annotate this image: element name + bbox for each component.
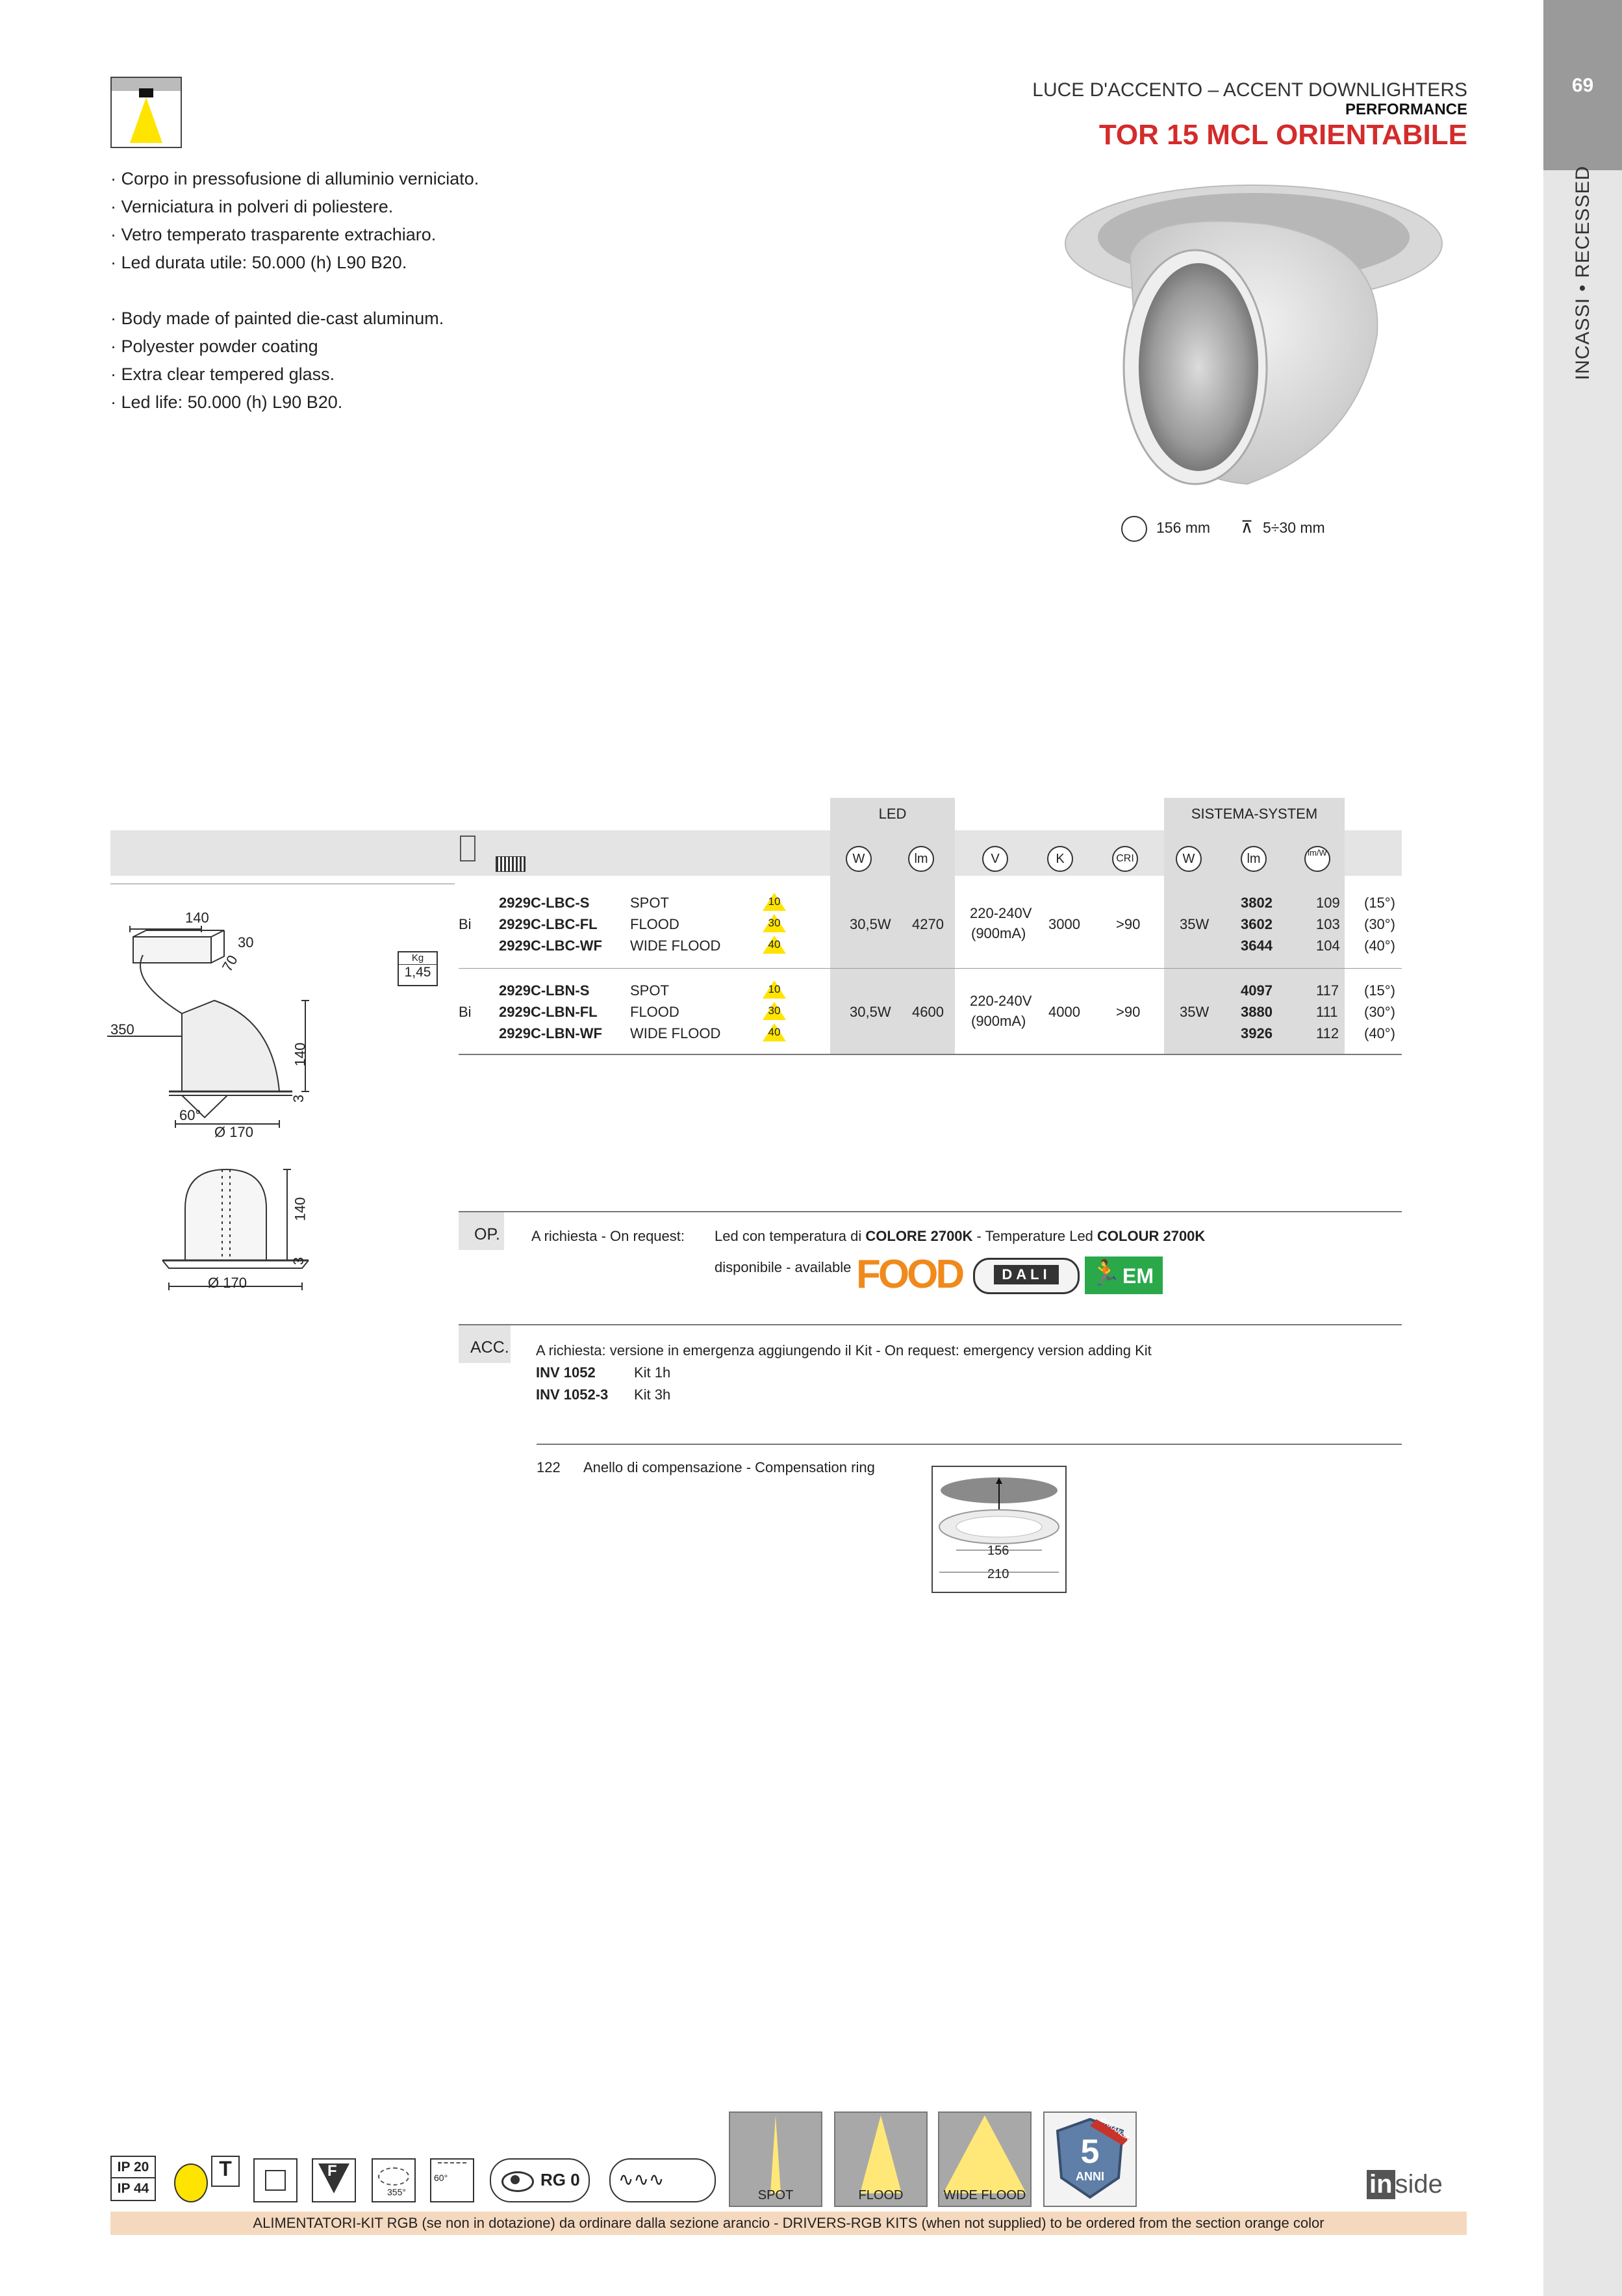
wave-icon: ∿∿∿ [618,2169,665,2189]
beam-type: WIDE FLOOD [630,1025,721,1041]
technical-drawing-side [104,903,351,1130]
accessory-desc: Kit 3h [634,1386,671,1403]
dim-label: Ø 170 [208,1275,247,1291]
emergency-logo: 🏃 EM [1085,1256,1163,1294]
ring-top-line [537,1444,1402,1445]
led-lumen: 4600 [912,1004,944,1020]
dim-label: 70 [218,952,241,975]
inside-logo: in side [1367,2170,1443,2199]
dim-label: 30 [238,934,254,950]
ip-rating: IP 44 [117,2181,149,2196]
options-available: disponibile - available [715,1259,852,1275]
feature-item: · Corpo in pressofusione di alluminio verniciato. [110,165,479,193]
sys-watt-icon: W [1176,846,1202,872]
system-header: SISTEMA-SYSTEM [1191,806,1318,822]
accessories-top-line [459,1324,1402,1325]
feature-item: · Led life: 50.000 (h) L90 B20. [110,389,444,416]
product-code: 2929C-LBC-FL [499,916,598,932]
beam-type: SPOT [630,895,669,911]
system-lumen: 4097 [1241,982,1273,999]
efficacy: 117 [1316,982,1339,999]
product-photo [1052,172,1468,510]
t-rating-icon: T [211,2156,240,2187]
efficacy: 103 [1316,916,1340,932]
system-lumen: 3880 [1241,1004,1273,1020]
ring-desc: Anello di compensazione - Compensation ring [583,1459,875,1475]
efficacy: 109 [1316,895,1340,911]
ceiling-icon: ⊼ [1241,517,1254,537]
feature-item: · Polyester powder coating [110,333,444,361]
rotation-icon: 355° [372,2158,416,2202]
table-bottom-line [459,1054,1402,1055]
beam-degrees: (40°) [1364,1025,1395,1041]
system-watt: 35W [1180,916,1210,932]
wide-flood-beam-icon: WIDE FLOOD [938,2111,1032,2207]
feature-item: · Body made of painted die-cast aluminum. [110,305,444,333]
dim-label: 3 [290,1094,307,1103]
options-top-line [459,1211,1402,1212]
dim-label: Ø 170 [214,1124,253,1140]
features-english [110,305,444,416]
feature-item: · Verniciatura in polveri di poliestere. [110,193,479,221]
warranty-badge: 5 ANNI GARANZIA [1043,2111,1137,2207]
dim-label: 3 [290,1256,307,1266]
kelvin: 4000 [1048,1004,1080,1020]
ip-rating: IP 20 [112,2157,155,2178]
system-lumen: 3802 [1241,895,1273,911]
ring-code: 122 [537,1459,561,1475]
beam-type: FLOOD [630,1004,679,1020]
beam-angle: 10 [768,983,781,995]
accessory-code: INV 1052 [536,1364,596,1381]
category-icon [110,77,182,148]
options-description: Led con temperatura di COLORE 2700K - Temperature Led COLOUR 2700K [715,1228,1206,1244]
beam-degrees: (30°) [1364,916,1395,932]
efficacy: 104 [1316,938,1340,954]
beam-degrees: (30°) [1364,1004,1395,1020]
ip-rating-box [110,2156,156,2201]
color-code: Bi [459,916,472,932]
feature-item: · Extra clear tempered glass. [110,361,444,389]
dim-label: 140 [292,1197,309,1221]
subcategory-title: PERFORMANCE [1345,101,1467,118]
color-icon [460,835,475,861]
product-code: 2929C-LBN-FL [499,1004,598,1020]
accessory-desc: Kit 1h [634,1364,671,1381]
dim-label: 140 [185,910,209,926]
options-request: A richiesta - On request: [531,1228,685,1244]
beam-angle: 10 [768,895,781,908]
beam-degrees: (40°) [1364,938,1395,954]
accessories-label: ACC. [470,1338,509,1357]
led-watt: 30,5W [850,916,891,932]
system-lumen: 3926 [1241,1025,1273,1041]
system-watt: 35W [1180,1004,1210,1020]
spot-beam-icon: SPOT [729,2111,822,2207]
beam-degrees: (15°) [1364,982,1395,999]
color-code: Bi [459,1004,472,1020]
beam-angle: 40 [768,938,781,950]
beam-type: WIDE FLOOD [630,938,721,954]
lumen-icon: lm [908,846,934,872]
photobiological-risk-icon: RG 0 [490,2158,590,2202]
efficacy: 111 [1316,1004,1338,1020]
led-watt: 30,5W [850,1004,891,1020]
kelvin-icon: K [1047,846,1073,872]
exit-icon: 🏃 [1090,1260,1121,1287]
feature-item: · Vetro temperato trasparente extrachiaro. [110,221,479,249]
food-logo: FOOD [856,1252,963,1297]
beam-angle: 40 [768,1026,781,1038]
voltage-icon: V [982,846,1008,872]
product-code: 2929C-LBC-S [499,895,590,911]
product-code: 2929C-LBN-S [499,982,590,999]
product-title: TOR 15 MCL ORIENTABILE [1098,119,1467,151]
group-divider [459,968,1402,969]
voltage: 220-240V [970,993,1032,1009]
barcode-icon [496,856,526,872]
ring-dim-outer: 210 [987,1567,1009,1581]
category-title: LUCE D'ACCENTO – ACCENT DOWNLIGHTERS [1032,79,1467,101]
current: (900mA) [971,1013,1026,1029]
beam-type: FLOOD [630,916,679,932]
voltage: 220-240V [970,905,1032,921]
features-italian [110,165,479,277]
ring-dim-inner: 156 [987,1544,1009,1558]
accessories-text: A richiesta: versione in emergenza aggiungendo il Kit - On request: emergency version adding Kit [536,1342,1152,1358]
class-ii-icon [253,2158,298,2202]
cri: >90 [1116,916,1141,932]
beam-type: SPOT [630,982,669,999]
options-label: OP. [474,1225,500,1244]
led-header: LED [878,806,907,822]
weight-unit: Kg [399,952,437,965]
ceiling-value: 5÷30 mm [1263,519,1325,536]
dim-label: 60° [179,1107,201,1123]
weight-value: 1,45 [404,965,431,980]
led-lumen: 4270 [912,916,944,932]
watt-icon: W [846,846,872,872]
weight-box [398,951,438,986]
footer-note: ALIMENTATORI-KIT RGB (se non in dotazione) da ordinare dalla sezione arancio - DRIVERS-RGB KITS (when not supplied) to be ordered from the section orange color [110,2212,1467,2235]
dimmable-icon [609,2158,716,2202]
product-code: 2929C-LBN-WF [499,1025,602,1041]
beam-degrees: (15°) [1364,895,1395,911]
cutout-value: 156 mm [1156,519,1211,536]
current: (900mA) [971,925,1026,941]
feature-item: · Led durata utile: 50.000 (h) L90 B20. [110,249,479,277]
tilt-icon: 60° [430,2158,474,2202]
sys-lumen-icon: lm [1241,846,1267,872]
system-lumen: 3644 [1241,938,1273,954]
f-mark-icon: F [312,2158,356,2202]
cri: >90 [1116,1004,1141,1020]
beam-angle: 30 [768,1004,781,1017]
efficacy-icon: lm/W [1304,846,1330,872]
cutout-icon [1121,516,1147,542]
accessory-code: INV 1052-3 [536,1386,609,1403]
flood-beam-icon: FLOOD [834,2111,928,2207]
beam-angle: 30 [768,917,781,929]
section-label: INCASSI • RECESSED [1572,165,1593,381]
system-lumen: 3602 [1241,916,1273,932]
efficacy: 112 [1316,1025,1339,1041]
dali-logo: DALI [973,1258,1080,1294]
dim-label: 140 [292,1042,309,1067]
cri-icon: CRI [1112,846,1138,872]
dim-label: 350 [110,1021,134,1038]
product-code: 2929C-LBC-WF [499,938,602,954]
page-number: 69 [1571,75,1594,96]
kelvin: 3000 [1048,916,1080,932]
bulb-icon [174,2163,208,2202]
